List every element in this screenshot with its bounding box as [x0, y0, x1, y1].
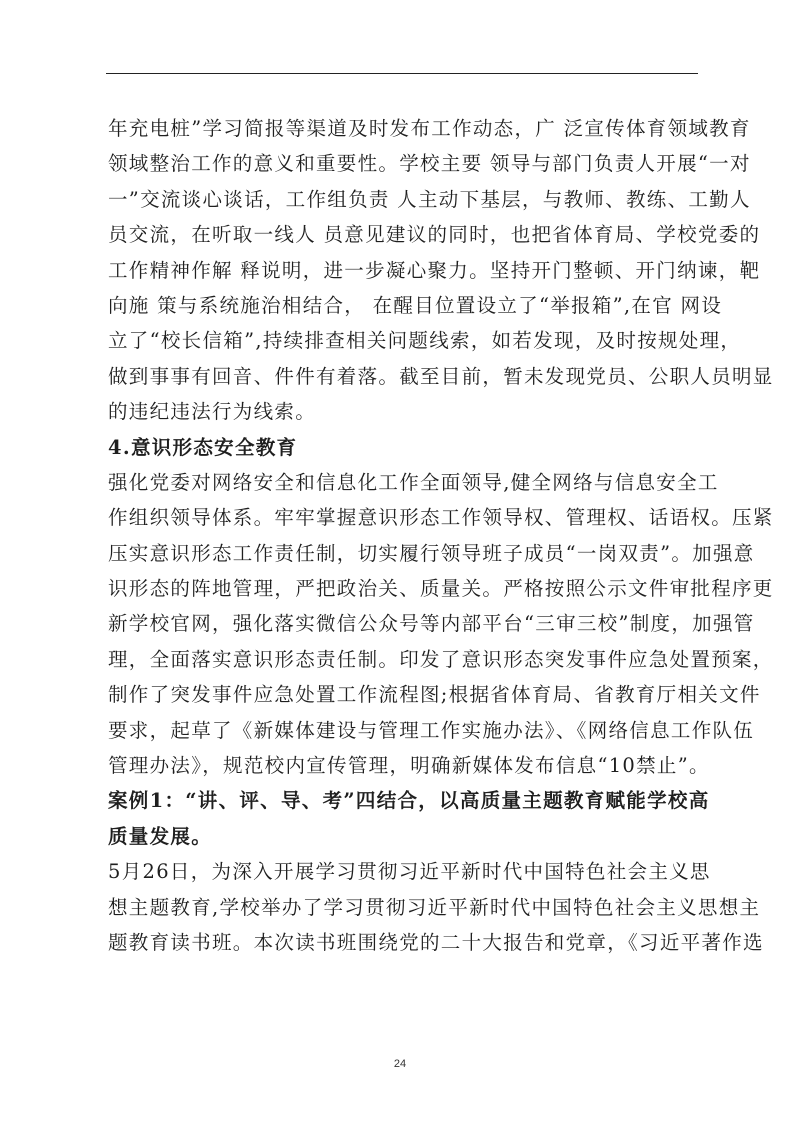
- body-line: 想主题教育,学校举办了学习贯彻习近平新时代中国特色社会主义思想主: [108, 895, 761, 919]
- body-line: 立了“校长信箱”,持续排查相关问题线索，如若发现，及时按规处理，: [108, 329, 742, 353]
- body-line: 作组织领导体系。牢牢掌握意识形态工作领导权、管理权、话语权。压紧: [108, 506, 774, 530]
- section-heading: 4.意识形态安全教育: [108, 435, 298, 459]
- body-line: 要求，起草了《新媒体建设与管理工作实施办法》、《网络信息工作队伍: [108, 718, 755, 742]
- body-line: 做到事事有回音、件件有着落。截至目前，暂未发现党员、公职人员明显: [108, 364, 774, 388]
- body-line: 工作精神作解 释说明，进一步凝心聚力。坚持开门整顿、开门纳谏，靶: [108, 258, 761, 282]
- body-line: 强化党委对网络安全和信息化工作全面领导,健全网络与信息安全工: [108, 470, 719, 494]
- body-line: 领域整治工作的意义和重要性。学校主要 领导与部门负责人开展“一对: [108, 152, 751, 176]
- body-line: 年充电桩”学习简报等渠道及时发布工作动态，广 泛宣传体育领域教育: [108, 117, 751, 140]
- body-line: 一”交流谈心谈话，工作组负责 人主动下基层，与教师、教练、工勤人: [108, 187, 751, 211]
- body-line: 理，全面落实意识形态责任制。印发了意识形态突发事件应急处置预案，: [108, 647, 774, 671]
- page-number: 24: [393, 1058, 407, 1070]
- body-line: 管理办法》，规范校内宣传管理，明确新媒体发布信息“10禁止”。: [108, 754, 710, 778]
- page-body: [108, 111, 774, 960]
- body-line: 识形态的阵地管理，严把政治关、质量关。严格按照公示文件审批程序更: [108, 577, 774, 601]
- header-rule: [106, 73, 698, 74]
- case-heading: 质量发展。: [108, 824, 213, 848]
- body-line: 压实意识形态工作责任制，切实履行领导班子成员“一岗双责”。加强意: [108, 541, 755, 565]
- body-line: 5月26日，为深入开展学习贯彻习近平新时代中国特色社会主义思: [108, 860, 711, 884]
- body-line: 向施 策与系统施治相结合， 在醒目位置设立了“举报箱”,在官 网设: [108, 293, 723, 317]
- body-line: 制作了突发事件应急处置工作流程图;根据省体育局、省教育厅相关文件: [108, 683, 761, 707]
- body-line: 员交流，在听取一线人 员意见建议的同时，也把省体育局、学校党委的: [108, 223, 761, 247]
- case-heading: 案例1：“讲、评、导、考”四结合，以高质量主题教育赋能学校高: [108, 789, 710, 813]
- body-line: 新学校官网，强化落实微信公众号等内部平台“三审三校”制度，加强管: [108, 612, 755, 636]
- body-line: 的违纪违法行为线索。: [108, 400, 317, 424]
- body-line: 题教育读书班。本次读书班围绕党的二十大报告和党章，《习近平著作选: [108, 930, 764, 954]
